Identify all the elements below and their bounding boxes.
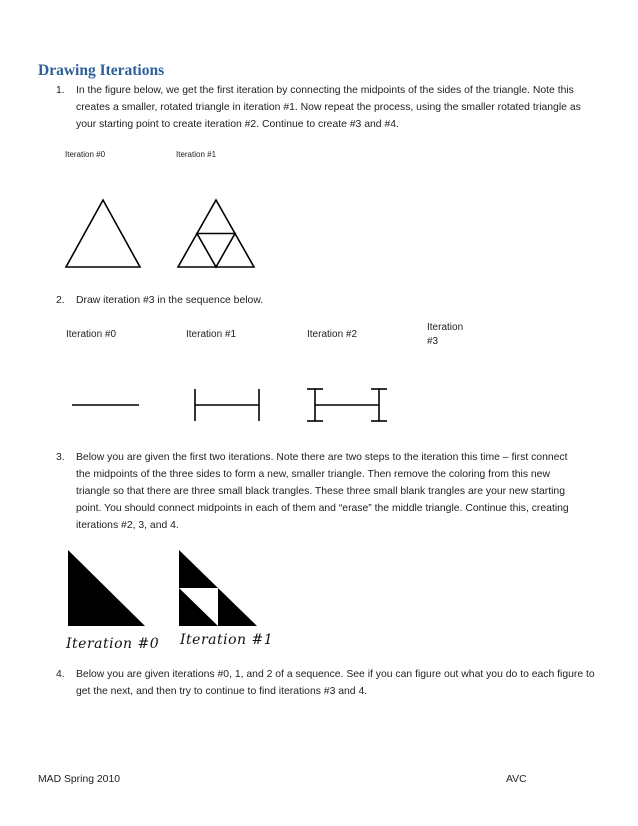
item-number: 2. xyxy=(56,295,65,306)
item-line: get the next, and then try to continue to find iterations #3 and 4. xyxy=(76,686,368,697)
black-triangle-iter1-top xyxy=(179,550,218,588)
figure2-label-iter2: Iteration #2 xyxy=(307,329,358,340)
item-line: iterations #2, 3, and 4. xyxy=(76,520,179,531)
item-line: the midpoints of the three sides to form a new, smaller triangle. Then remove the coloring from this new xyxy=(76,469,550,480)
figure2-label-iter3-line1: Iteration xyxy=(427,322,464,333)
item-number: 3. xyxy=(56,452,65,463)
item-line: point. You should connect midpoints in each of them and “erase” the middle triangle. Continue this, creating xyxy=(76,503,569,514)
section-heading: Drawing Iterations xyxy=(38,62,165,79)
item-line: Draw iteration #3 in the sequence below. xyxy=(76,295,264,306)
figure3-handwritten-label-iter0: Iteration #0 xyxy=(66,636,160,652)
black-triangle-iter1-bottom-right xyxy=(218,588,257,626)
figure1-label-iter1: Iteration #1 xyxy=(176,150,217,159)
item-line: In the figure below, we get the first iteration by connecting the midpoints of the sides of the triangle. Note this xyxy=(76,85,574,96)
figure3-handwritten-label-iter1: Iteration #1 xyxy=(180,632,274,648)
triangle-iter0 xyxy=(66,200,140,267)
footer-right: AVC xyxy=(506,774,527,785)
triangle-iter1-outer xyxy=(178,200,254,267)
figure2-label-iter1: Iteration #1 xyxy=(186,329,237,340)
black-triangle-iter1-bottom-left xyxy=(179,588,218,626)
black-triangle-iter0 xyxy=(68,550,145,626)
figure2-label-iter3 xyxy=(427,321,463,349)
figure1-label-iter0: Iteration #0 xyxy=(65,150,106,159)
item-line: creates a smaller, rotated triangle in iteration #1. Now repeat the process, using the smaller rotated triangle as xyxy=(76,102,581,113)
list-item-1 xyxy=(56,82,616,134)
item-line: Below you are given iterations #0, 1, and 2 of a sequence. See if you can figure out what you do to each figure to xyxy=(76,669,595,680)
figure2-label-iter0: Iteration #0 xyxy=(66,329,117,340)
item-number: 1. xyxy=(56,85,65,96)
list-item-4 xyxy=(56,666,626,702)
footer-left: MAD Spring 2010 xyxy=(38,774,121,785)
item-line: Below you are given the first two iterations. Note there are two steps to the iteration this time – first connect xyxy=(76,452,568,463)
list-item-3 xyxy=(56,449,616,535)
triangle-iter1-inner xyxy=(197,234,235,268)
item-number: 4. xyxy=(56,669,65,680)
item-line: your starting point to create iteration #2. Continue to create #3 and #4. xyxy=(76,119,399,130)
list-item-2 xyxy=(56,292,616,310)
figure2-label-iter3-line2: #3 xyxy=(427,336,439,347)
item-line: triangle so that there are three small black trangles. These three small blank trangles are your new starting xyxy=(76,486,565,497)
